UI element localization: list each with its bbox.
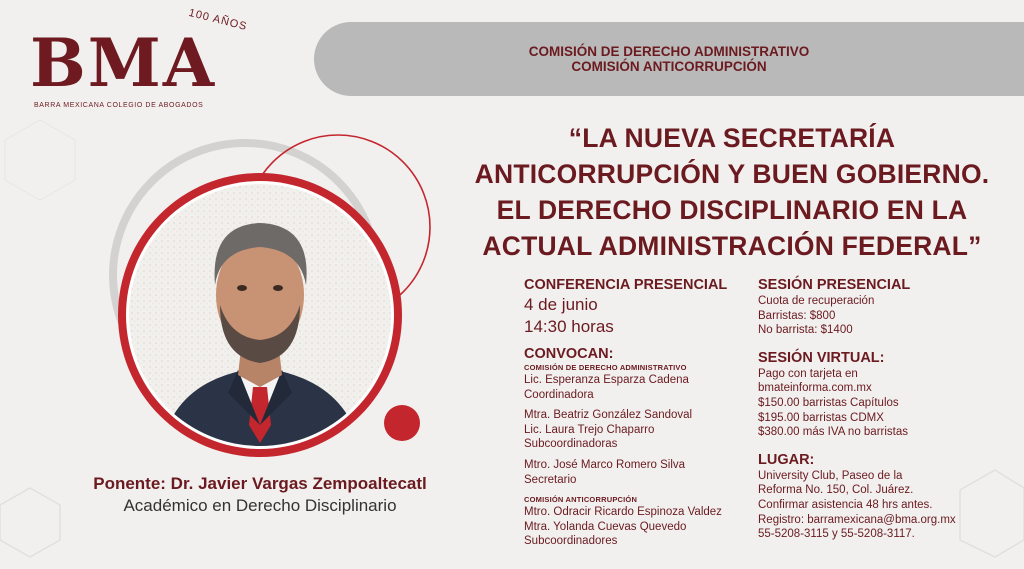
virtual-heading: SESIÓN VIRTUAL: [758,349,885,366]
virtual-line-2: bmateinforma.com.mx [758,382,872,395]
speaker-portrait [70,125,450,485]
presencial-line-3: No barrista: $1400 [758,324,853,337]
lugar-line-1: University Club, Paseo de la [758,469,903,482]
convocan-commission-2: COMISIÓN ANTICORRUPCIÓN [524,495,638,505]
red-dot [384,405,420,441]
title-line-3: EL DERECHO DISCIPLINARIO EN LA [496,195,968,225]
convocan-c2-line-1: Mtro. Odracir Ricardo Espinoza Valdez [524,506,722,519]
virtual-line-1: Pago con tarjeta en [758,367,858,380]
convocan-c1-line-3: Mtra. Beatriz González Sandoval [524,409,693,422]
logo-years: 100 AÑOS [187,6,249,34]
lugar-line-3: Confirmar asistencia 48 hrs antes. [758,498,933,511]
conference-heading: CONFERENCIA PRESENCIAL [524,277,728,293]
speaker-caption [0,474,520,515]
speaker-role: Académico en Derecho Disciplinario [123,496,397,515]
info-column-left [524,277,754,549]
lugar-line-2: Reforma No. 150, Col. Juárez. [758,484,914,497]
presencial-line-2: Barristas: $800 [758,309,836,322]
presencial-heading: SESIÓN PRESENCIAL [758,277,911,293]
convocan-c1-line-6: Mtro. José Marco Romero Silva [524,458,686,471]
header-commission-2: COMISIÓN ANTICORRUPCIÓN [571,59,767,74]
lugar-line-5: 55-5208-3115 y 55-5208-3117. [758,528,915,541]
convocan-c1-line-5: Subcoordinadoras [524,438,618,451]
presencial-line-1: Cuota de recuperación [758,295,875,307]
convocan-c1-line-2: Coordinadora [524,388,594,401]
convocan-heading: CONVOCAN: [524,346,614,362]
conference-date: 4 de junio [524,295,598,314]
virtual-line-5: $380.00 más IVA no barristas [758,426,909,439]
event-title [462,120,1002,264]
conference-time: 14:30 horas [524,317,614,336]
convocan-c1-line-1: Lic. Esperanza Esparza Cadena [524,374,689,386]
convocan-c1-line-7: Secretario [524,473,577,486]
convocan-commission-1: COMISIÓN DE DERECHO ADMINISTRATIVO [524,363,687,372]
speaker-name: Ponente: Dr. Javier Vargas Zempoaltecatl [93,474,427,493]
header-commission-1: COMISIÓN DE DERECHO ADMINISTRATIVO [528,44,810,59]
virtual-line-3: $150.00 barristas Capítulos [758,396,899,409]
title-line-4: ACTUAL ADMINISTRACIÓN FEDERAL” [482,231,982,261]
convocan-c2-line-2: Mtra. Yolanda Cuevas Quevedo [524,520,687,533]
convocan-c1-line-4: Lic. Laura Trejo Chaparro [524,423,655,436]
convocan-c2-line-3: Subcoordinadores [524,535,618,548]
lugar-heading: LUGAR: [758,451,815,468]
logo-subtitle: BARRA MEXICANA COLEGIO DE ABOGADOS [34,102,204,109]
header-bar [314,22,1024,96]
title-line-1: “LA NUEVA SECRETARÍA [568,123,896,153]
logo-mark: BMA [30,24,217,102]
virtual-line-4: $195.00 barristas CDMX [758,411,884,424]
info-column-right [758,277,1018,542]
lugar-line-4: Registro: barramexicana@bma.org.mx [758,513,956,526]
bma-logo [28,6,249,116]
title-line-2: ANTICORRUPCIÓN Y BUEN GOBIERNO. [474,159,990,189]
